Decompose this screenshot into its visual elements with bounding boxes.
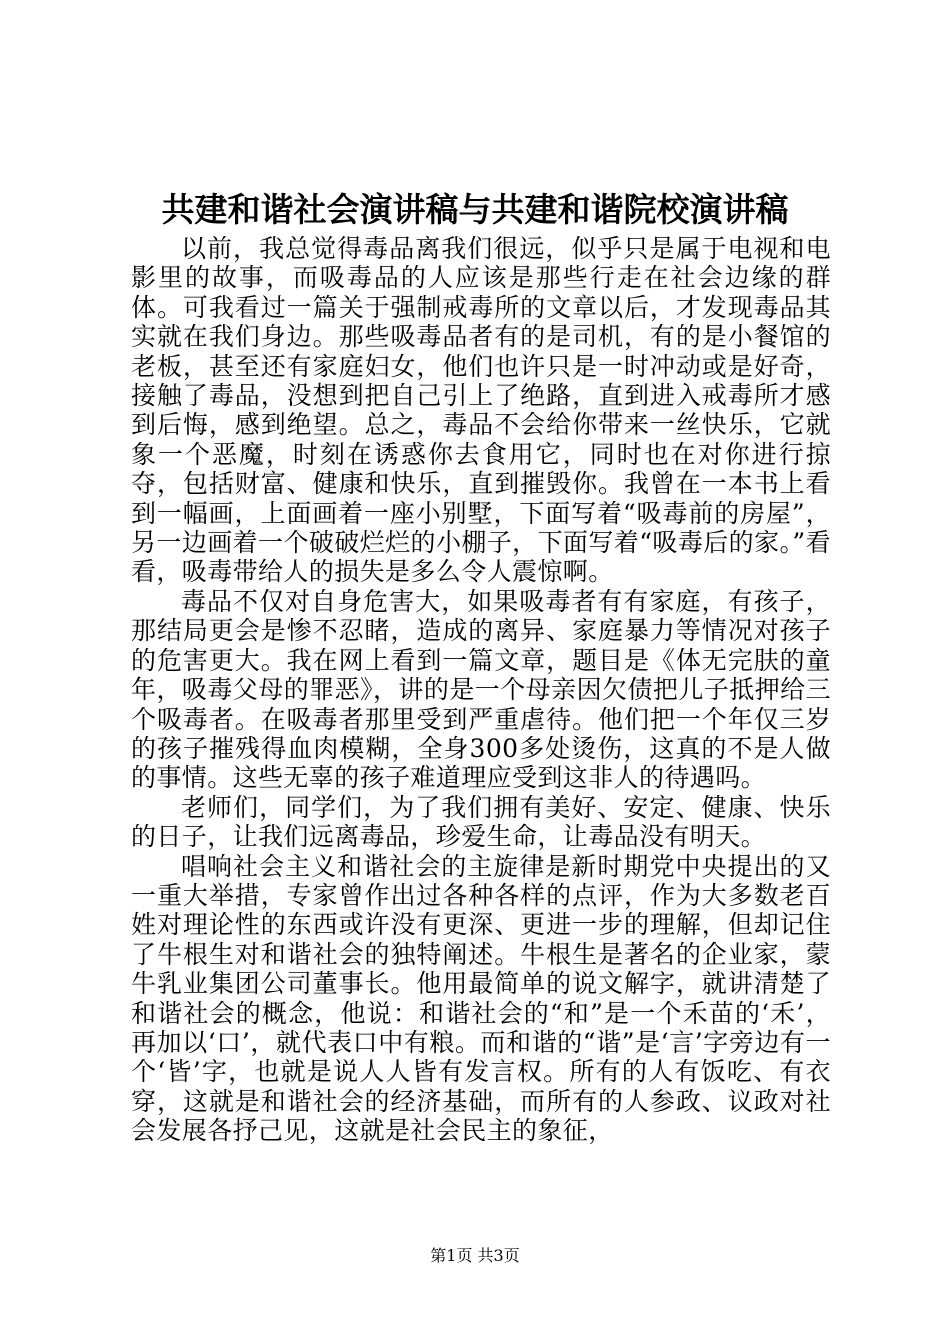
paragraph-2: 毒品不仅对自身危害大，如果吸毒者有有家庭，有孩子，那结局更会是惨不忍睹，造成的离异、家庭暴力等情况对孩子的危害更大。我在网上看到一篇文章，题目是《体无完肤的童年，吸毒父母的罪恶》，讲的是一个母亲因欠债把儿子抵押给三个吸毒者。在吸毒者那里受到严重虐待。他们把一个年仅三岁的孩子摧残得血肉模糊，全身300多处烫伤，这真的不是人做的事情。这些无辜的孩子难道理应受到这非人的待遇吗。 (131, 586, 831, 793)
paragraph-4: 唱响社会主义和谐社会的主旋律是新时期党中央提出的又一重大举措，专家曾作出过各种各样的点评，作为大多数老百姓对理论性的东西或许没有更深、更进一步的理解，但却记住了牛根生对和谐社会的独特阐述。牛根生是著名的企业家，蒙牛乳业集团公司董事长。他用最简单的说文解字，就讲清楚了和谐社会的概念，他说：和谐社会的“和”是一个禾苗的‘禾’，再加以‘口’，就代表口中有粮。而和谐的“谐”是‘言’字旁边有一个‘皆’字，也就是说人人皆有发言权。所有的人有饭吃、有衣穿，这就是和谐社会的经济基础，而所有的人参政、议政对社会发展各抒己见，这就是社会民主的象征， (131, 851, 831, 1146)
document-body (131, 234, 831, 1146)
paragraph-3: 老师们，同学们，为了我们拥有美好、安定、健康、快乐的日子，让我们远离毒品，珍爱生命，让毒品没有明天。 (131, 792, 831, 852)
paragraph-1: 以前，我总觉得毒品离我们很远，似乎只是属于电视和电影里的故事，而吸毒品的人应该是那些行走在社会边缘的群体。可我看过一篇关于强制戒毒所的文章以后，才发现毒品其实就在我们身边。那些吸毒品者有的是司机，有的是小餐馆的老板，甚至还有家庭妇女，他们也许只是一时冲动或是好奇，接触了毒品，没想到把自己引上了绝路，直到进入戒毒所才感到后悔，感到绝望。总之，毒品不会给你带来一丝快乐，它就象一个恶魔，时刻在诱惑你去食用它，同时也在对你进行掠夺，包括财富、健康和快乐，直到摧毁你。我曾在一本书上看到一幅画，上面画着一座小别墅，下面写着“吸毒前的房屋”，另一边画着一个破破烂烂的小棚子，下面写着“吸毒后的家。”看看，吸毒带给人的损失是多么令人震惊啊。 (131, 234, 831, 587)
document-title: 共建和谐社会演讲稿与共建和谐院校演讲稿 (161, 190, 789, 229)
page-footer: 第1页 共3页 (430, 1246, 520, 1265)
